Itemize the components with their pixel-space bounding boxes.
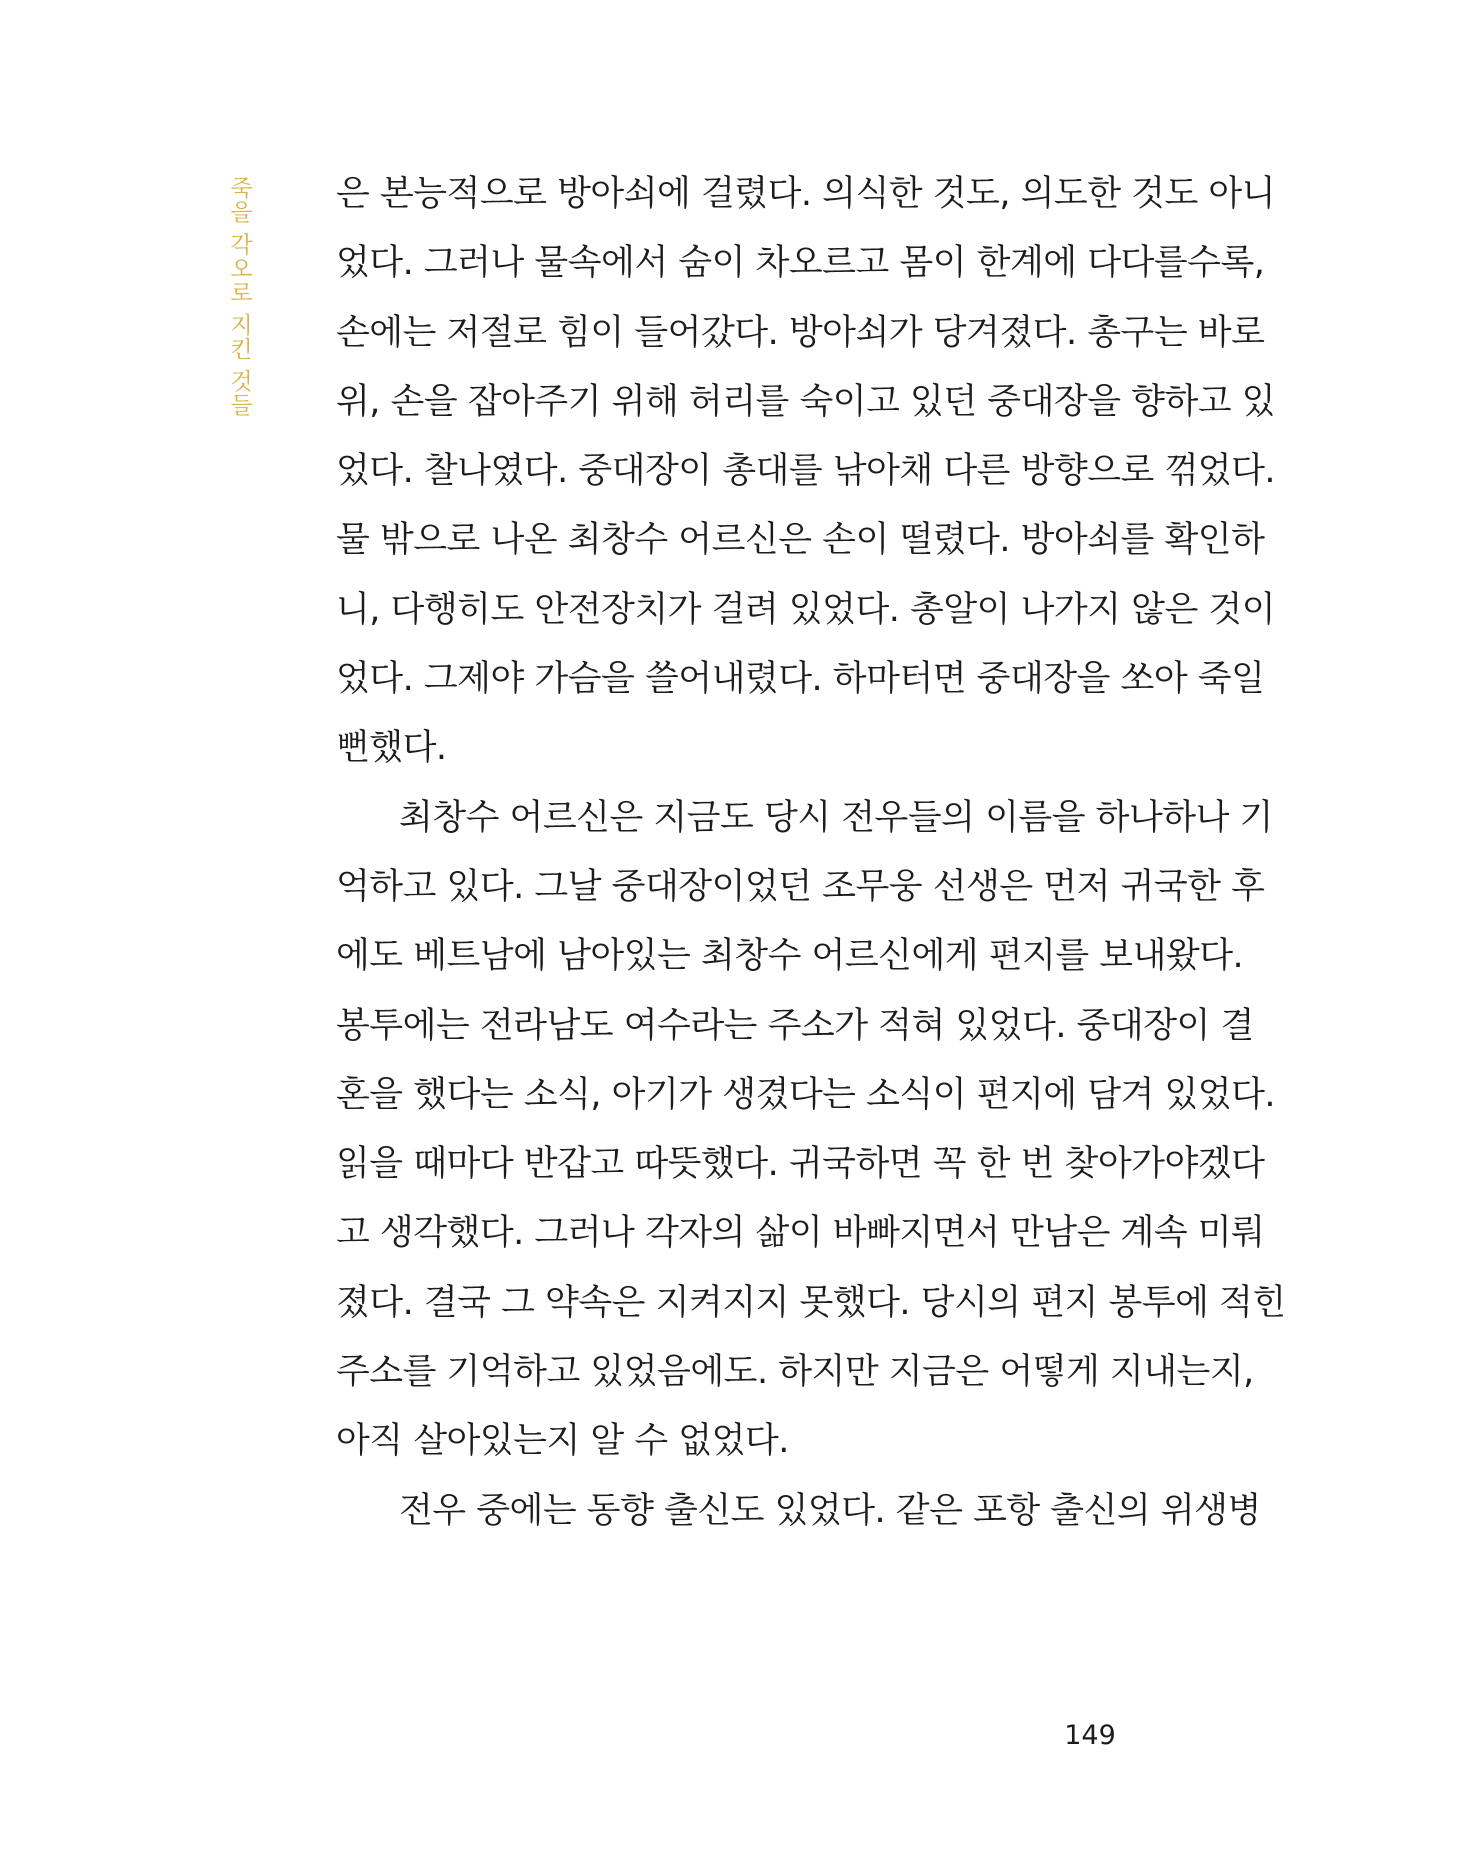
text-line: 물 밖으로 나온 최창수 어르신은 손이 떨렸다. 방아쇠를 확인하 [336,520,1265,561]
text-line: 봉투에는 전라남도 여수라는 주소가 적혀 있었다. 중대장이 결 [336,1005,1254,1046]
text-line: 최창수 어르신은 지금도 당시 전우들의 이름을 하나하나 기 [399,797,1273,838]
text-line: 위, 손을 잡아주기 위해 허리를 숙이고 있던 중대장을 향하고 있 [336,381,1276,422]
text-line: 졌다. 결국 그 약속은 지켜지지 못했다. 당시의 편지 봉투에 적힌 [336,1282,1286,1323]
text-line: 었다. 그제야 가슴을 쓸어내렸다. 하마터면 중대장을 쏘아 죽일 [336,659,1265,700]
text-line: 혼을 했다는 소식, 아기가 생겼다는 소식이 편지에 담겨 있었다. [336,1074,1276,1115]
running-head: 죽을 각오로 지킨 것들 [226,176,252,417]
text-line: 손에는 저절로 힘이 들어갔다. 방아쇠가 당겨졌다. 총구는 바로 [336,312,1265,353]
text-line: 었다. 찰나였다. 중대장이 총대를 낚아채 다른 방향으로 꺾었다. [336,451,1276,492]
text-line: 아직 살아있는지 알 수 없었다. [336,1421,789,1462]
text-line: 억하고 있다. 그날 중대장이었던 조무웅 선생은 먼저 귀국한 후 [336,866,1265,907]
text-line: 전우 중에는 동향 출신도 있었다. 같은 포항 출신의 위생병 [399,1490,1261,1531]
text-line: 었다. 그러나 물속에서 숨이 차오르고 몸이 한계에 다다를수록, [336,243,1265,284]
text-line: 고 생각했다. 그러나 각자의 삶이 바빠지면서 만남은 계속 미뤄 [336,1213,1265,1254]
text-line: 읽을 때마다 반갑고 따뜻했다. 귀국하면 꼭 한 번 찾아가야겠다 [336,1144,1265,1185]
text-line: 주소를 기억하고 있었음에도. 하지만 지금은 어떻게 지내는지, [336,1352,1254,1393]
text-line: 뻔했다. [336,728,447,769]
text-line: 니, 다행히도 안전장치가 걸려 있었다. 총알이 나가지 않은 것이 [336,589,1276,630]
text-line: 은 본능적으로 방아쇠에 걸렸다. 의식한 것도, 의도한 것도 아니 [336,174,1276,214]
page-number: 149 [1064,1720,1116,1751]
body-text [336,160,1286,1546]
text-line: 에도 베트남에 남아있는 최창수 어르신에게 편지를 보내왔다. [336,936,1244,977]
